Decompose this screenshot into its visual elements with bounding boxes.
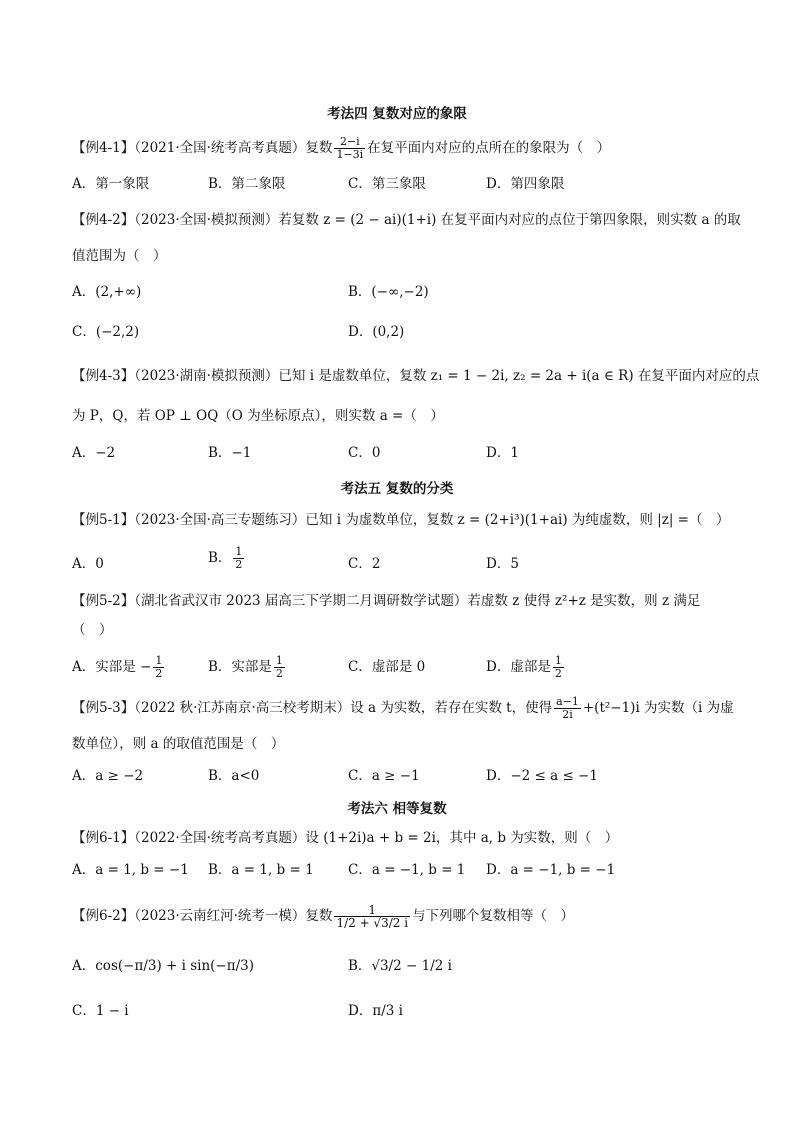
- question-5-1-line1: 【例5-1】（2023·全国·高三专题练习）已知 i 为虚数单位，复数 z = (2+i³)(1+ai) 为纯虚数，则 |z| =（ ）: [72, 512, 730, 528]
- option-b: B． $\frac{1}{2}$: [208, 545, 243, 571]
- option-d: D．(0,2): [348, 324, 405, 340]
- option-d: D．5: [486, 556, 519, 572]
- option-a: A．−2: [72, 445, 116, 461]
- option-c: C．0: [348, 445, 381, 461]
- question-6-1-line1: 【例6-1】（2022·全国·统考高考真题）设 (1+2i)a + b = 2i，其中 a, b 为实数，则（ ）: [72, 830, 619, 846]
- option-b: B．第二象限: [208, 176, 286, 192]
- question-4-2-line1: 【例4-2】（2023·全国·模拟预测）若复数 z = (2 − ai)(1+i) 在复平面内对应的点位于第四象限，则实数 a 的取: [72, 212, 741, 228]
- option-d: D．a = −1, b = −1: [486, 862, 616, 878]
- option-b: B．(−∞,−2): [348, 284, 429, 300]
- option-c: C．2: [348, 556, 381, 572]
- option-b: B．√3/2 − 1/2 i: [348, 958, 452, 974]
- option-d: D．第四象限: [486, 176, 565, 192]
- question-4-2-line2: 值范围为（ ）: [72, 248, 167, 264]
- option-b: B．a<0: [208, 768, 260, 784]
- question-5-2-line1: 【例5-2】（湖北省武汉市 2023 届高三下学期二月调研数学试题）若虚数 z 使得 z²+z 是实数，则 z 满足: [72, 593, 701, 609]
- question-4-3-line2: 为 P，Q，若 OP ⊥ OQ（O 为坐标原点），则实数 a =（ ）: [72, 408, 444, 424]
- option-a: A．cos(−π/3) + i sin(−π/3): [72, 958, 255, 974]
- option-a: A．a = 1, b = −1: [72, 862, 189, 878]
- option-b: B．−1: [208, 445, 252, 461]
- question-4-1: 【例4-1】（2021·全国·统考高考真题）复数 $\frac{2-i}{1-3i}$ 在复平面内对应的点所在的象限为（ ）: [72, 135, 611, 161]
- section-heading-5: 考法五 复数的分类: [340, 481, 454, 497]
- option-a: A．a ≥ −2: [72, 768, 144, 784]
- option-d: D．1: [486, 445, 519, 461]
- option-c: C．a = −1, b = 1: [348, 862, 466, 878]
- question-4-3-line1: 【例4-3】（2023·湖南·模拟预测）已知 i 是虚数单位，复数 z₁ = 1 − 2i, z₂ = 2a + i(a ∈ R) 在复平面内对应的点: [72, 368, 760, 384]
- option-b: B．a = 1, b = 1: [208, 862, 314, 878]
- question-6-2-line1: 【例6-2】（2023·云南红河·统考一模）复数 $\frac{1}{1/2 + √3/2 i}$ 与下列哪个复数相等（ ）: [72, 903, 575, 930]
- fraction: $\frac{2-i}{1-3i}$: [336, 135, 364, 161]
- option-b: B．实部是 $\frac{1}{2}$: [208, 654, 283, 680]
- option-a: A．第一象限: [72, 176, 150, 192]
- option-a: A．(2,+∞): [72, 284, 142, 300]
- option-d: D．−2 ≤ a ≤ −1: [486, 768, 598, 784]
- option-c: C．第三象限: [348, 176, 426, 192]
- option-c: C．(−2,2): [72, 324, 140, 340]
- option-d: D．π/3 i: [348, 1003, 403, 1019]
- option-d: D．虚部是 $\frac{1}{2}$: [486, 654, 562, 680]
- option-a: A．0: [72, 556, 104, 572]
- option-c: C．虚部是 0: [348, 659, 426, 675]
- option-c: C．a ≥ −1: [348, 768, 420, 784]
- question-5-2-line2: （ ）: [72, 622, 113, 638]
- question-5-3-line2: 数单位），则 a 的取值范围是（ ）: [72, 736, 285, 752]
- section-heading-4: 考法四 复数对应的象限: [327, 106, 467, 122]
- option-a: A．实部是 − $\frac{1}{2}$: [72, 654, 163, 680]
- option-c: C．1 − i: [72, 1003, 129, 1019]
- section-heading-6: 考法六 相等复数: [347, 801, 447, 817]
- question-5-3-line1: 【例5-3】（2022 秋·江苏南京·高三校考期末）设 a 为实数，若存在实数 t，使得 $\frac{a-1}{2i}$ +(t²−1)i 为实数（i 为虚: [72, 695, 734, 721]
